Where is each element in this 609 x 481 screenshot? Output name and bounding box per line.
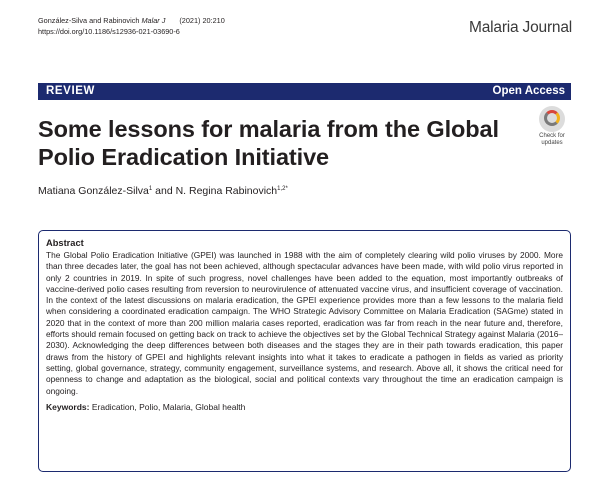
citation-volume: (2021) 20:210 [179,16,225,25]
check-updates-icon [539,106,565,132]
article-title: Some lessons for malaria from the Global Polio Eradication Initiative [38,116,499,170]
affiliation-marker: 1,2* [277,186,288,192]
check-updates-label: Check for updates [539,133,565,146]
keywords [46,402,563,413]
keywords-label: Keywords: [46,401,90,412]
check-for-updates-button[interactable] [533,106,571,146]
keywords-list: Eradication, Polio, Malaria, Global health [91,401,246,412]
affiliation-marker: 1 [148,186,153,192]
article-type-banner [38,83,571,100]
article-type-label: REVIEW [46,85,95,97]
journal-name: Malaria Journal [469,19,572,36]
citation-authors: González-Silva and Rabinovich [38,16,140,25]
citation-line [38,16,225,27]
citation-header [38,16,225,37]
abstract-text: The Global Polio Eradication Initiative (GPEI) was launched in 1988 with the aim of completely clearing wild polio viruses by 2000. More than three decades later, the goal has not been achieved, although spectacular advances have been made, with wild polio virus reported in only 2 countries in 2019. In spite of such progress, novel challenges have been added to the equation, most importantly outbreaks of vaccine-derived polio cases resulting from reversion to neurovirulence of attenuated vaccine virus, and insufficient coverage of vaccination. In the context of the latest discussions on malaria eradication, the GPEI experience provides more than a few lessons to the malaria field when considering a coordinated eradication campaign. The WHO Strategic Advisory Committee on Malaria Eradication (SAGme) stated in 2020 that in the context of more than 200 million malaria cases reported, eradication was far from reach in the near future and, therefore, efforts should remain focused on getting back on track to achieve the objectives set by the Global Technical Strategy against Malaria (2016–2030). Acknowledging the deep differences between both diseases and the stages they are in their path towards eradication, this paper draws from the history of GPEI and highlights relevant insights into what it takes to eradicate a pathogen in fields as varied as priority setting, global governance, strategy, community engagement, surveillance systems, and research. Above all, it shows the critical need for openness to change and adaptation as the biological, social and political contexts vary throughout the time an eradication campaign is ongoing. [46,250,563,396]
author-name[interactable]: N. Regina Rabinovich [175,185,278,197]
author-list: Matiana González-Silva$^1$ and N. Regina Rabinovich$^{1,2*}$ [38,185,288,197]
abstract-heading: Abstract [46,238,84,248]
abstract-box [38,230,571,472]
citation-doi[interactable]: https://doi.org/10.1186/s12936-021-03690-6 [38,26,180,36]
author-name[interactable]: Matiana González-Silva [38,185,149,197]
citation-journal-abbrev: Malar J [141,16,166,25]
open-access-label: Open Access [492,85,565,97]
